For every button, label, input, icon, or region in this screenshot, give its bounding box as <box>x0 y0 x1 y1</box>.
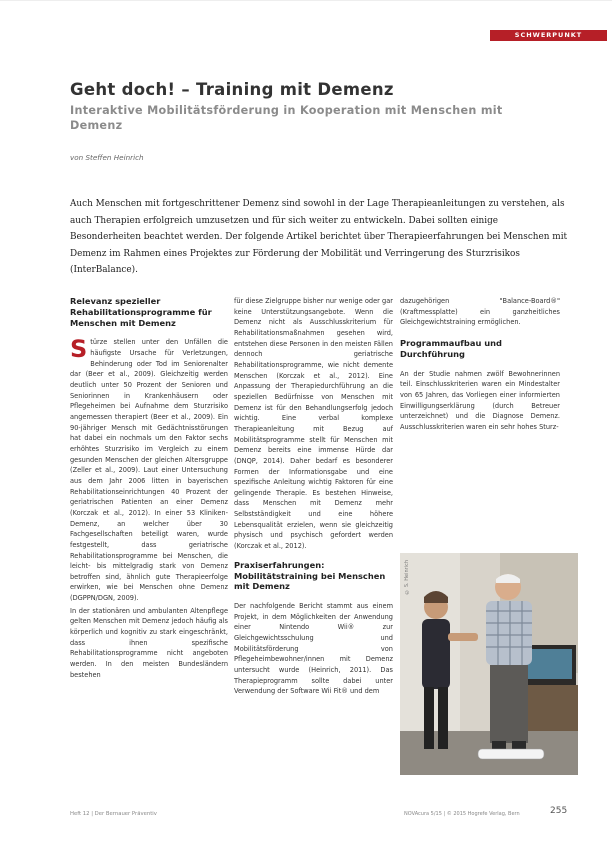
section-heading-praxis: Praxiserfahrungen: Mobilitätstraining bei Menschen mit Demenz <box>234 559 386 592</box>
section-label: SCHWERPUNKT <box>514 31 583 39</box>
paragraph: Der nachfolgende Bericht stammt aus einem Projekt, in dem Möglichkeiten der Anwendung einer Nintendo Wii® zur Gleichgewichtsschulung und Mobilitätsförderung von Pflegeheimbewohner/innen mit Demenz untersucht wurde (Heinrich, 2011). Das Therapieprogramm sollte dabei unter Verwendung der Software Wii Fit® und dem <box>234 602 393 696</box>
article-photo <box>400 553 578 775</box>
text-column-2 <box>234 296 393 699</box>
photo-illustration <box>400 553 578 775</box>
article-title: Geht doch! – Training mit Demenz <box>70 80 394 99</box>
article-lead: Auch Menschen mit fortgeschrittener Demenz sind sowohl in der Lage Therapieanleitungen zu verstehen, als auch Therapien erfolgreich umzusetzen und für sich weiter zu entwickeln. Dabei sollten einige Besonderheiten beachtet werden. Der folgende Artikel berichtet über Therapieerfahrungen bei Menschen mit Demenz im Rahmen eines Projektes zur Förderung der Mobilität und Verringerung des Sturzrisikos (InterBalance). <box>70 199 568 276</box>
paragraph: dazugehörigen "Balance-Board®" (Kraftmessplatte) ein ganzheitliches Gleichgewichtstraining ermöglichen. <box>400 297 560 327</box>
paragraph: An der Studie nahmen zwölf Bewohnerinnen teil. Einschlusskriterien waren ein Mindestalter von 65 Jahren, das Vorliegen einer informierten Einwilligungserklärung (durch Betreuer unterzeichnet) und die Diagnose Demenz. Ausschlusskriterien waren ein sehr hohes Sturz- <box>400 369 560 431</box>
paragraph: In der stationären und ambulanten Altenpflege gelten Menschen mit Demenz jedoch häufig als körperlich und kognitiv zu stark eingeschränkt, dass ihnen spezifische Rehabilitationsprogramme nicht angeboten werden. In den meisten Bundesländern bestehen <box>70 606 228 679</box>
text-column-1 <box>70 296 228 682</box>
footer-journal-left: Heft 12 | Der Bernauer Präventiv <box>70 811 157 817</box>
page-top-edge <box>0 0 612 1</box>
section-heading-programm: Programmaufbau und Durchführung <box>400 337 502 359</box>
text-column-3 <box>400 296 560 435</box>
drop-cap: S <box>70 335 88 364</box>
footer-journal-right: NOVAcura 5/15 | © 2015 Hogrefe Verlag, Bern <box>404 811 520 817</box>
article-author: von Steffen Heinrich <box>70 153 144 162</box>
section-banner <box>490 30 607 41</box>
photo-credit: © S. Heinrich <box>404 560 410 595</box>
paragraph: für diese Zielgruppe bisher nur wenige oder gar keine Unterstützungsangebote. Wenn die Demenz nicht als Ausschlusskriterium für Rehabilitationsmaßnahmen gesehen wird, entstehen diese Personen in den meisten Fällen dennoch geriatrische Rehabilitationsprogramme, wie nicht demente Menschen (Korczak et al., 2012). Eine Anpassung der Therapiedurchführung an die speziellen Bedürfnisse von Menschen mit Demenz ist für den Behandlungserfolg jedoch wichtig. Eine verbal komplexe Therapieanleitung mit Bezug auf Mobilitätsprogramme stellt für Menschen mit Demenz bereits eine immense Hürde dar (DNQP, 2014). Daher bedarf es besonderer Formen der Informationsgabe und eine spezifische Anleitung wichtig Faktoren für eine gelingende Therapie. Es bestehen Hinweise, dass Menschen mit Demenz mehr Selbstständigkeit und eine höhere Lebensqualität erzielen, wenn sie gleichzeitig physisch und psychisch gefordert werden (Korczak et al., 2012). <box>234 297 393 551</box>
paragraph <box>70 337 228 603</box>
section-heading-relevanz: Relevanz spezieller Rehabilitationsprogramme für Menschen mit Demenz <box>70 296 212 328</box>
paragraph-text: türze stellen unter den Unfällen die häufigste Ursache für Verletzungen, Behinderung oder Tod im Seniorenalter dar (Beer et al., 2009). Gleichzeitig werden deutlich unter 50 Prozent der Senioren und Seniorinnen in Krankenhäusern oder Pflegeheimen bei Aufnahme dem Sturzrisiko angemessen therapiert (Beer et al., 2009). Ein 90-jähriger Mensch mit Gedächtnisstörungen hat dabei ein nochmals um den Faktor sechs erhöhtes Sturzrisiko im Vergleich zu einem gesunden Menschen der gleichen Altersgruppe (Zeller et al., 2009). Laut einer Untersuchung aus dem Jahr 2006 litten in bayerischen Rehabilitationseinrichtungen 40 Prozent der geriatrischen Patienten an einer Demenz (Korczak et al., 2012). In einer 53 Kliniken-Demenz, an welcher über 30 Fachgesellschaften beteiligt waren, wurde festgestellt, dass geriatrische Rehabilitationsprogramme bei Menschen, die leicht- bis mittelgradig stark von Demenz betroffen sind, ähnlich gute Therapieerfolge erwirken, wie bei Menschen ohne Demenz (DGPPN/DGN, 2009). <box>70 338 228 603</box>
article-subtitle: Interaktive Mobilitätsförderung in Kooperation mit Menschen mit Demenz <box>70 104 503 132</box>
page-number: 255 <box>550 806 568 816</box>
